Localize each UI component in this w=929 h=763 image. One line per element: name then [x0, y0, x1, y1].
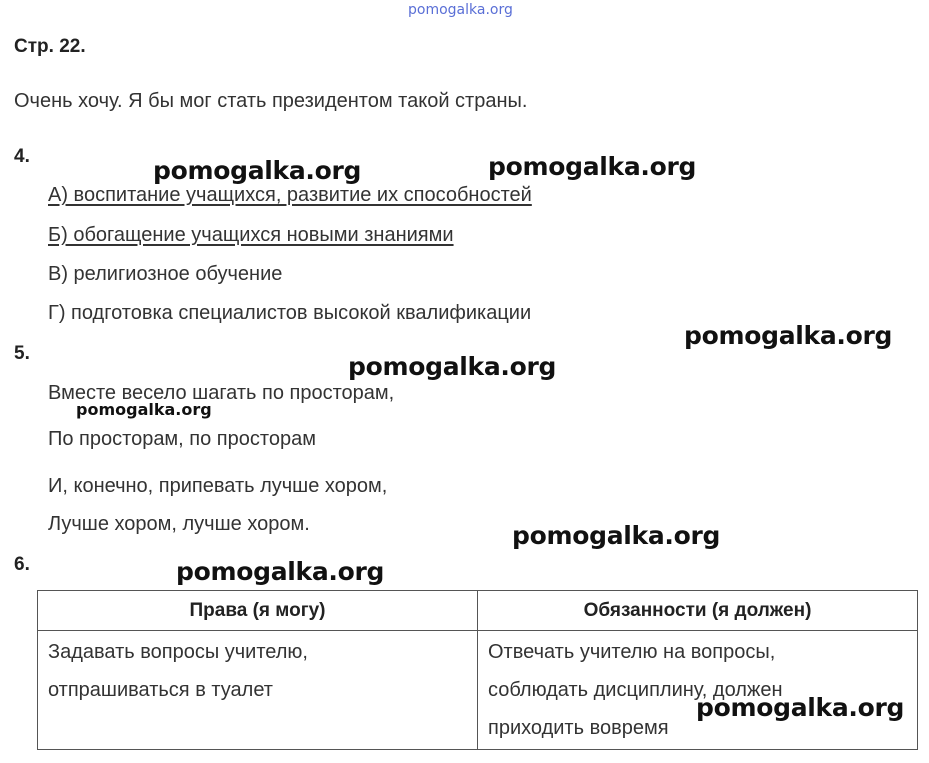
- rights-line-2: отпрашиваться в туалет: [48, 679, 273, 701]
- watermark-top: pomogalka.org: [408, 2, 513, 18]
- duties-line-2: соблюдать дисциплину, должен: [488, 679, 783, 701]
- q4-option-c: В) религиозное обучение: [48, 263, 283, 285]
- q5-line-2: По просторам, по просторам: [48, 428, 316, 450]
- table-header-row: [38, 591, 918, 631]
- q4-option-a: А) воспитание учащихся, развитие их способностей: [48, 184, 532, 206]
- watermark: pomogalka.org: [488, 152, 697, 181]
- watermark: pomogalka.org: [696, 693, 905, 722]
- rights-duties-table: [37, 590, 918, 750]
- q4-option-b: Б) обогащение учащихся новыми знаниями: [48, 224, 454, 246]
- duties-line-3: приходить вовремя: [488, 717, 669, 739]
- watermark: pomogalka.org: [76, 400, 212, 419]
- watermark: pomogalka.org: [512, 521, 721, 550]
- intro-text: Очень хочу. Я бы мог стать президентом такой страны.: [14, 90, 528, 112]
- table-row: [38, 631, 918, 750]
- duties-line-1: Отвечать учителю на вопросы,: [488, 641, 776, 663]
- watermark: pomogalka.org: [684, 321, 893, 350]
- header-rights: Права (я могу): [38, 591, 478, 631]
- rights-line-1: Задавать вопросы учителю,: [48, 641, 308, 663]
- q4-number: 4.: [14, 146, 30, 167]
- q5-line-4: Лучше хором, лучше хором.: [48, 513, 310, 535]
- q6-number: 6.: [14, 554, 30, 575]
- q5-number: 5.: [14, 343, 30, 364]
- watermark: pomogalka.org: [153, 156, 362, 185]
- page-heading: Стр. 22.: [14, 36, 86, 57]
- rights-cell: [38, 631, 478, 750]
- q5-line-3: И, конечно, припевать лучше хором,: [48, 475, 388, 497]
- watermark: pomogalka.org: [176, 557, 385, 586]
- q5-line-1: Вместе весело шагать по просторам,: [48, 382, 395, 404]
- q4-option-d: Г) подготовка специалистов высокой квалификации: [48, 302, 532, 324]
- header-duties: Обязанности (я должен): [478, 591, 918, 631]
- watermark: pomogalka.org: [348, 352, 557, 381]
- duties-cell: [478, 631, 918, 750]
